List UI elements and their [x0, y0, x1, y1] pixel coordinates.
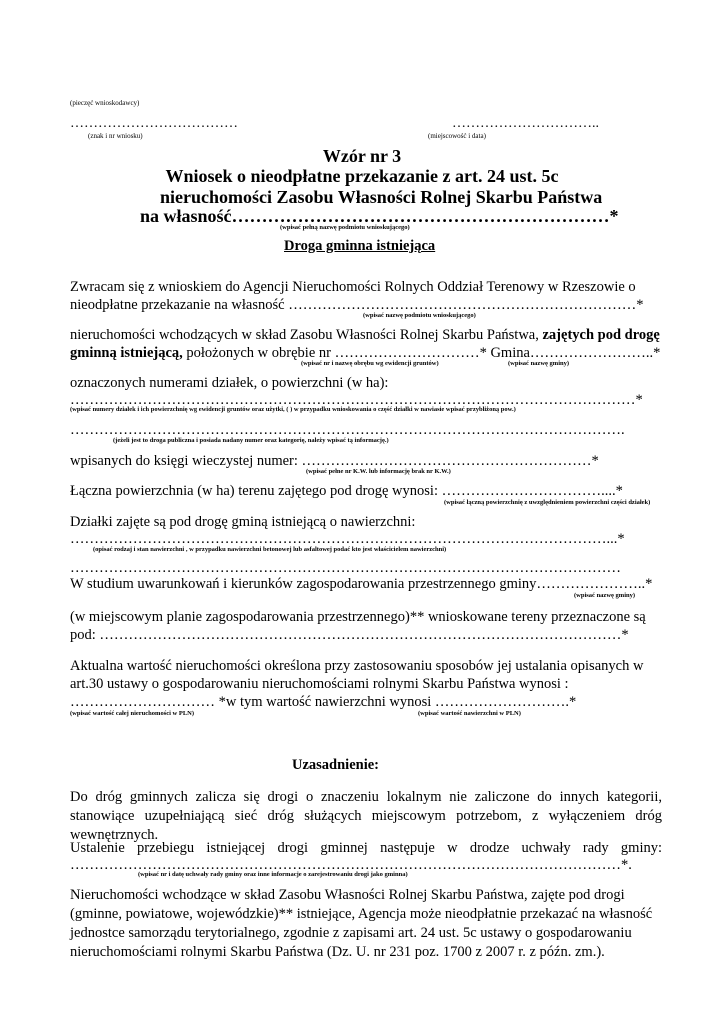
value-line-2: art.30 ustawy o gospodarowaniu nieruchomościami rolnymi Skarbu Państwa wynosi :	[70, 676, 569, 692]
resolution-dots: ……………………………………………………………………………………………………*.	[70, 857, 632, 873]
value-caption-1: (wpisać wartość całej nieruchomości w PLN)	[70, 710, 195, 717]
value-caption-2: (wpisać wartość nawierzchni w PLN)	[418, 710, 521, 717]
commune-caption: (wpisać nazwę gminy)	[508, 360, 570, 367]
place-caption: (miejscowość i data)	[428, 132, 486, 140]
surface-caption: (opisać rodzaj i stan nawierzchni , w przypadku nawierzchni betonowej lub asfaltowej podać kto jest właścicielem nawierzchni)	[93, 546, 447, 553]
parcels-caption: (wpisać numery działek i ich powierzchnię wg ewidencji gruntów oraz użytki, ( ) w przypadku wnioskowania o część działki w nawiasie wpisać przybliżoną pow.)	[70, 406, 516, 413]
place-dots: …………………………..	[452, 116, 599, 131]
justification-para-3: Nieruchomości wchodzące w skład Zasobu Własności Rolnej Skarbu Państwa, zajęte pod drogi (gminne, powiatowe, wojewódzkie)** istniejące, Agencja może nieodpłatnie przekazać na własność jednostce samorządu terytorialnego, zgodnie z zapisami art. 24 ust. 5c ustawy o gospodarowaniu nieruchomościami rolnymi Skarbu Państwa (Dz. U. nr 231 poz. 1700 z 2007 r. z późn. zm.).	[70, 887, 653, 960]
title-caption: (wpisać pełną nazwę podmiotu wnioskującego)	[280, 224, 410, 231]
surface-dots-2: ……………………………………………………………………………………………………	[70, 560, 621, 576]
sign-dots: ………………………………	[70, 116, 238, 131]
property-text: nieruchomości wchodzących w skład Zasobu Własności Rolnej Skarbu Państwa,	[70, 327, 539, 343]
parcels-label: oznaczonych numerami działek, o powierzchni (w ha):	[70, 375, 389, 391]
total-area-line: Łączna powierzchnia (w ha) terenu zajętego pod drogę wynosi: ……………………………....*	[70, 483, 623, 499]
precinct-caption: (wpisać nr i nazwę obrębu wg ewidencji gruntów)	[301, 360, 439, 367]
value-line-1: Aktualna wartość nieruchomości określona przy zastosowaniu sposobów jej ustalania opisanych w	[70, 658, 644, 674]
surface-dots: …………………………………………………………………………………………………...*	[70, 531, 625, 547]
property-road-bold-2: gminną istniejącą,	[70, 345, 183, 361]
form-title: Wniosek o nieodpłatne przekazanie z art. 24 ust. 5c	[165, 166, 559, 186]
form-subtitle: Droga gminna istniejąca	[284, 238, 436, 254]
sign-caption: (znak i nr wniosku)	[88, 132, 143, 140]
land-register-line: wpisanych do księgi wieczystej numer: ……………………………………………………*	[70, 453, 599, 469]
study-line: W studium uwarunkowań i kierunków zagospodarowania przestrzennego gminy…………………..*	[70, 576, 653, 592]
request-caption: (wpisać nazwę podmiotu wnioskującego)	[363, 312, 476, 319]
property-line-1	[70, 326, 662, 345]
resolution-caption: (wpisać nr i datę uchwały rady gminy oraz inne informacje o zarejestrowaniu drogi jako gminna)	[138, 871, 408, 878]
property-location: położonych w obrębie nr …………………………* Gmina……………………..*	[186, 345, 661, 361]
total-area-caption: (wpisać łączną powierzchnię z uwzględnieniem powierzchni części działek)	[444, 499, 651, 506]
request-line-2: nieodpłatne przekazanie na własność ………………………………………………………………*	[70, 297, 644, 313]
form-title-line3: na własność………………………………………………………*	[140, 206, 619, 226]
plan-line-1: (w miejscowym planie zagospodarowania przestrzennego)** wnioskowane tereny przeznaczone są	[70, 609, 646, 625]
land-register-caption: (wpisać pełne nr K.W. lub informację brak nr K.W.)	[306, 468, 451, 475]
justification-para-1: Do dróg gminnych zalicza się drogi o znaczeniu lokalnym nie zaliczone do innych kategorii, stanowiące uzupełniającą sieć dróg służących miejscowym potrzebom, z wyłączeniem dróg wewnętrznych.	[70, 789, 662, 843]
parcels-dots: ………………………………………………………………………………………………………*	[70, 392, 643, 408]
value-line-3: ………………………… *w tym wartość nawierzchni wynosi ……………………….*	[70, 694, 577, 710]
justification-para-2: Ustalenie przebiegu istniejącej drogi gminnej następuje w drodze uchwały rady gminy:	[70, 840, 662, 856]
form-number: Wzór nr 3	[322, 146, 402, 166]
study-caption: (wpisać nazwę gminy)	[574, 592, 636, 599]
road-info-caption: (jeżeli jest to droga publiczna i posiada nadany numer oraz kategorię, należy wpisać tą informację.)	[113, 437, 389, 444]
stamp-caption: (pieczęć wnioskodawcy)	[70, 99, 140, 107]
request-line-1: Zwracam się z wnioskiem do Agencji Nieruchomości Rolnych Oddział Terenowy w Rzeszowie o	[70, 279, 636, 295]
form-title-line2: nieruchomości Zasobu Własności Rolnej Skarbu Państwa	[160, 187, 603, 207]
surface-label: Działki zajęte są pod drogę gminą istniejącą o nawierzchni:	[70, 514, 416, 530]
plan-line-2: pod: ………………………………………………………………………………………………*	[70, 627, 629, 643]
property-road-bold: zajętych pod drogę	[542, 327, 660, 343]
road-info-dots: …………………………………………………………………………………………………….	[70, 422, 625, 438]
justification-heading: Uzasadnienie:	[292, 757, 379, 773]
